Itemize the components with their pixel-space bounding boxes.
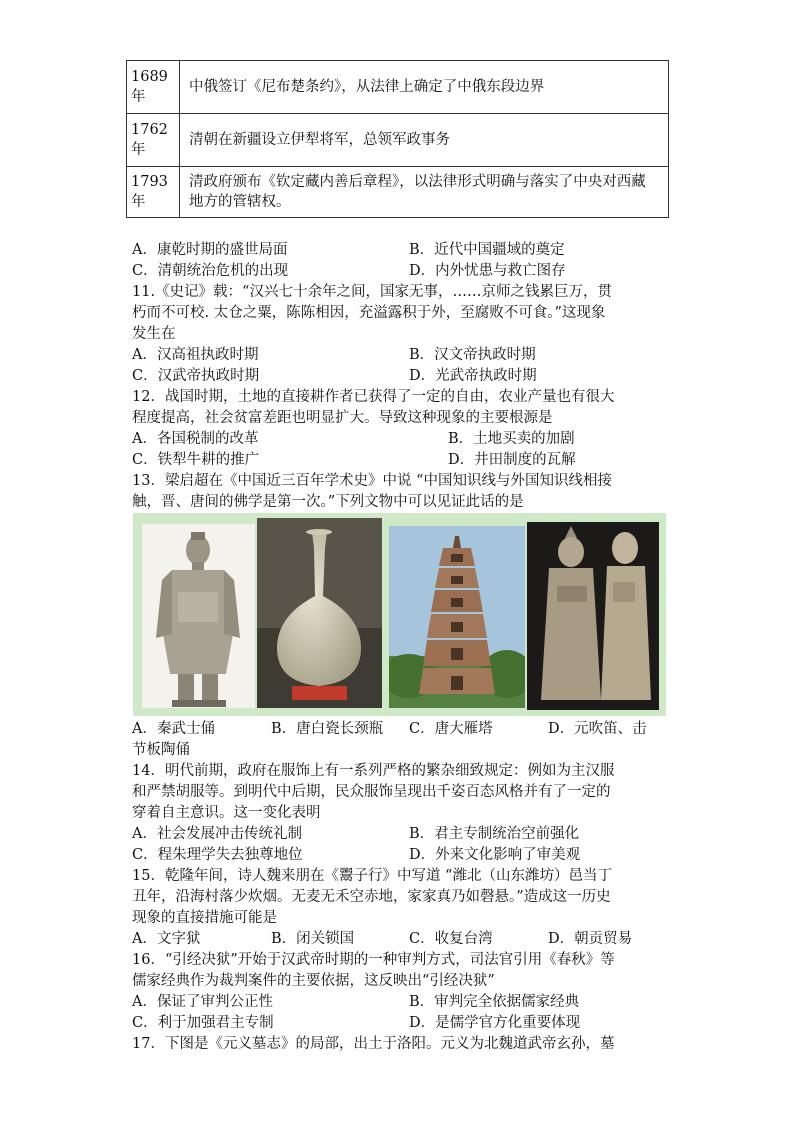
q15-stem-line: 15．乾隆年间，诗人魏来朋在《鬻子行》中写道 “潍北（山东潍坊）邑当丁 [132, 868, 612, 884]
pagoda-image [389, 526, 525, 708]
q11-option-d: D．光武帝执政时期 [409, 368, 537, 384]
q11-option-c: C．汉武帝执政时期 [132, 368, 260, 384]
event-cell: 中俄签订《尼布楚条约》，从法律上确定了中俄东段边界 [180, 61, 669, 114]
q13-option-a: A．秦武士俑 [132, 721, 215, 737]
q15-stem-line: 现象的直接措施可能是 [132, 910, 277, 926]
event-cell: 清政府颁布《钦定藏内善后章程》，以法律形式明确与落实了中央对西藏地方的管辖权。 [180, 167, 669, 218]
q12-stem-line: 程度提高，社会贫富差距也明显扩大。导致这种现象的主要根源是 [132, 410, 553, 426]
q13-option-d: D．元吹笛、击 [548, 721, 647, 737]
q14-option-a: A．社会发展冲击传统礼制 [132, 826, 302, 842]
q13-option-d-wrap: 节板陶俑 [132, 742, 190, 758]
artifact-photo-strip [133, 513, 666, 716]
q10-option-b: B．近代中国疆域的奠定 [409, 242, 565, 258]
q10-option-d: D．内外忧患与救亡图存 [409, 263, 566, 279]
events-table [126, 60, 669, 218]
q17-stem-line: 17．下图是《元义墓志》的局部，出土于洛阳。元义为北魏道武帝玄孙，墓 [132, 1036, 615, 1052]
q14-stem-line: 14．明代前期，政府在服饰上有一系列严格的繁杂细致规定：例如为主汉服 [132, 763, 615, 779]
q15-option-a: A．文字狱 [132, 931, 201, 947]
q12-option-a: A．各国税制的改革 [132, 431, 259, 447]
q15-option-c: C．收复台湾 [409, 931, 493, 947]
q13-option-c: C．唐大雁塔 [409, 721, 493, 737]
q13-stem-line: 触，晋、唐间的佛学是第一次。”下列文物中可以见证此话的是 [132, 494, 524, 510]
q16-stem-line: 儒家经典作为裁判案件的主要依据，这反映出“引经决狱” [132, 973, 495, 989]
q15-stem-line: 丑年，沿海村落少炊烟。无麦无禾空赤地，家家真乃如磬悬。”造成这一历史 [132, 889, 611, 905]
q11-stem-line: 发生在 [132, 326, 176, 342]
table-row [127, 167, 669, 218]
year-cell: 1793 年 [127, 167, 180, 218]
q11-stem-line: 11.《史记》载：“汉兴七十余年之间，国家无事，……京师之钱累巨万，贯 [132, 284, 612, 300]
table-row [127, 114, 669, 167]
q16-option-c: C．利于加强君主专制 [132, 1015, 274, 1031]
q12-option-b: B．土地买卖的加剧 [448, 431, 575, 447]
q12-option-d: D．井田制度的瓦解 [448, 452, 576, 468]
porcelain-vase-image [257, 518, 382, 708]
q16-option-a: A．保证了审判公正性 [132, 994, 273, 1010]
q15-option-b: B．闭关锁国 [271, 931, 355, 947]
q14-option-d: D．外来文化影响了审美观 [409, 847, 581, 863]
q14-option-c: C．程朱理学失去独尊地位 [132, 847, 303, 863]
q13-stem-line: 13．梁启超在《中国近三百年学术史》中说 “中国知识线与外国知识线相接 [132, 473, 612, 489]
q16-option-d: D．是儒学官方化重要体现 [409, 1015, 581, 1031]
q11-option-a: A．汉高祖执政时期 [132, 347, 259, 363]
terracotta-warrior-image [142, 524, 255, 708]
q13-option-b: B．唐白瓷长颈瓶 [271, 721, 384, 737]
q12-stem-line: 12．战国时期，土地的直接耕作者已获得了一定的自由，农业产量也有很大 [132, 389, 615, 405]
q14-stem-line: 穿着自主意识。这一变化表明 [132, 805, 321, 821]
q10-option-a: A．康乾时期的盛世局面 [132, 242, 288, 258]
pottery-figurines-image [527, 522, 659, 710]
year-cell: 1689 年 [127, 61, 180, 114]
q16-option-b: B．审判完全依据儒家经典 [409, 994, 580, 1010]
year-cell: 1762 年 [127, 114, 180, 167]
q14-option-b: B．君主专制统治空前强化 [409, 826, 580, 842]
q11-stem-line: 朽而不可校. 太仓之粟，陈陈相因，充溢露积于外，至腐败不可食。”这现象 [132, 305, 606, 321]
q12-option-c: C．铁犁牛耕的推广 [132, 452, 260, 468]
q11-option-b: B．汉文帝执政时期 [409, 347, 536, 363]
q10-option-c: C．清朝统治危机的出现 [132, 263, 289, 279]
q14-stem-line: 和严禁胡服等。到明代中后期，民众服饰呈现出千姿百态风格并有了一定的 [132, 784, 611, 800]
event-cell: 清朝在新疆设立伊犁将军，总领军政事务 [180, 114, 669, 167]
q15-option-d: D．朝贡贸易 [548, 931, 633, 947]
table-row [127, 61, 669, 114]
q16-stem-line: 16．“引经决狱”开始于汉武帝时期的一种审判方式，司法官引用《春秋》等 [132, 952, 615, 968]
